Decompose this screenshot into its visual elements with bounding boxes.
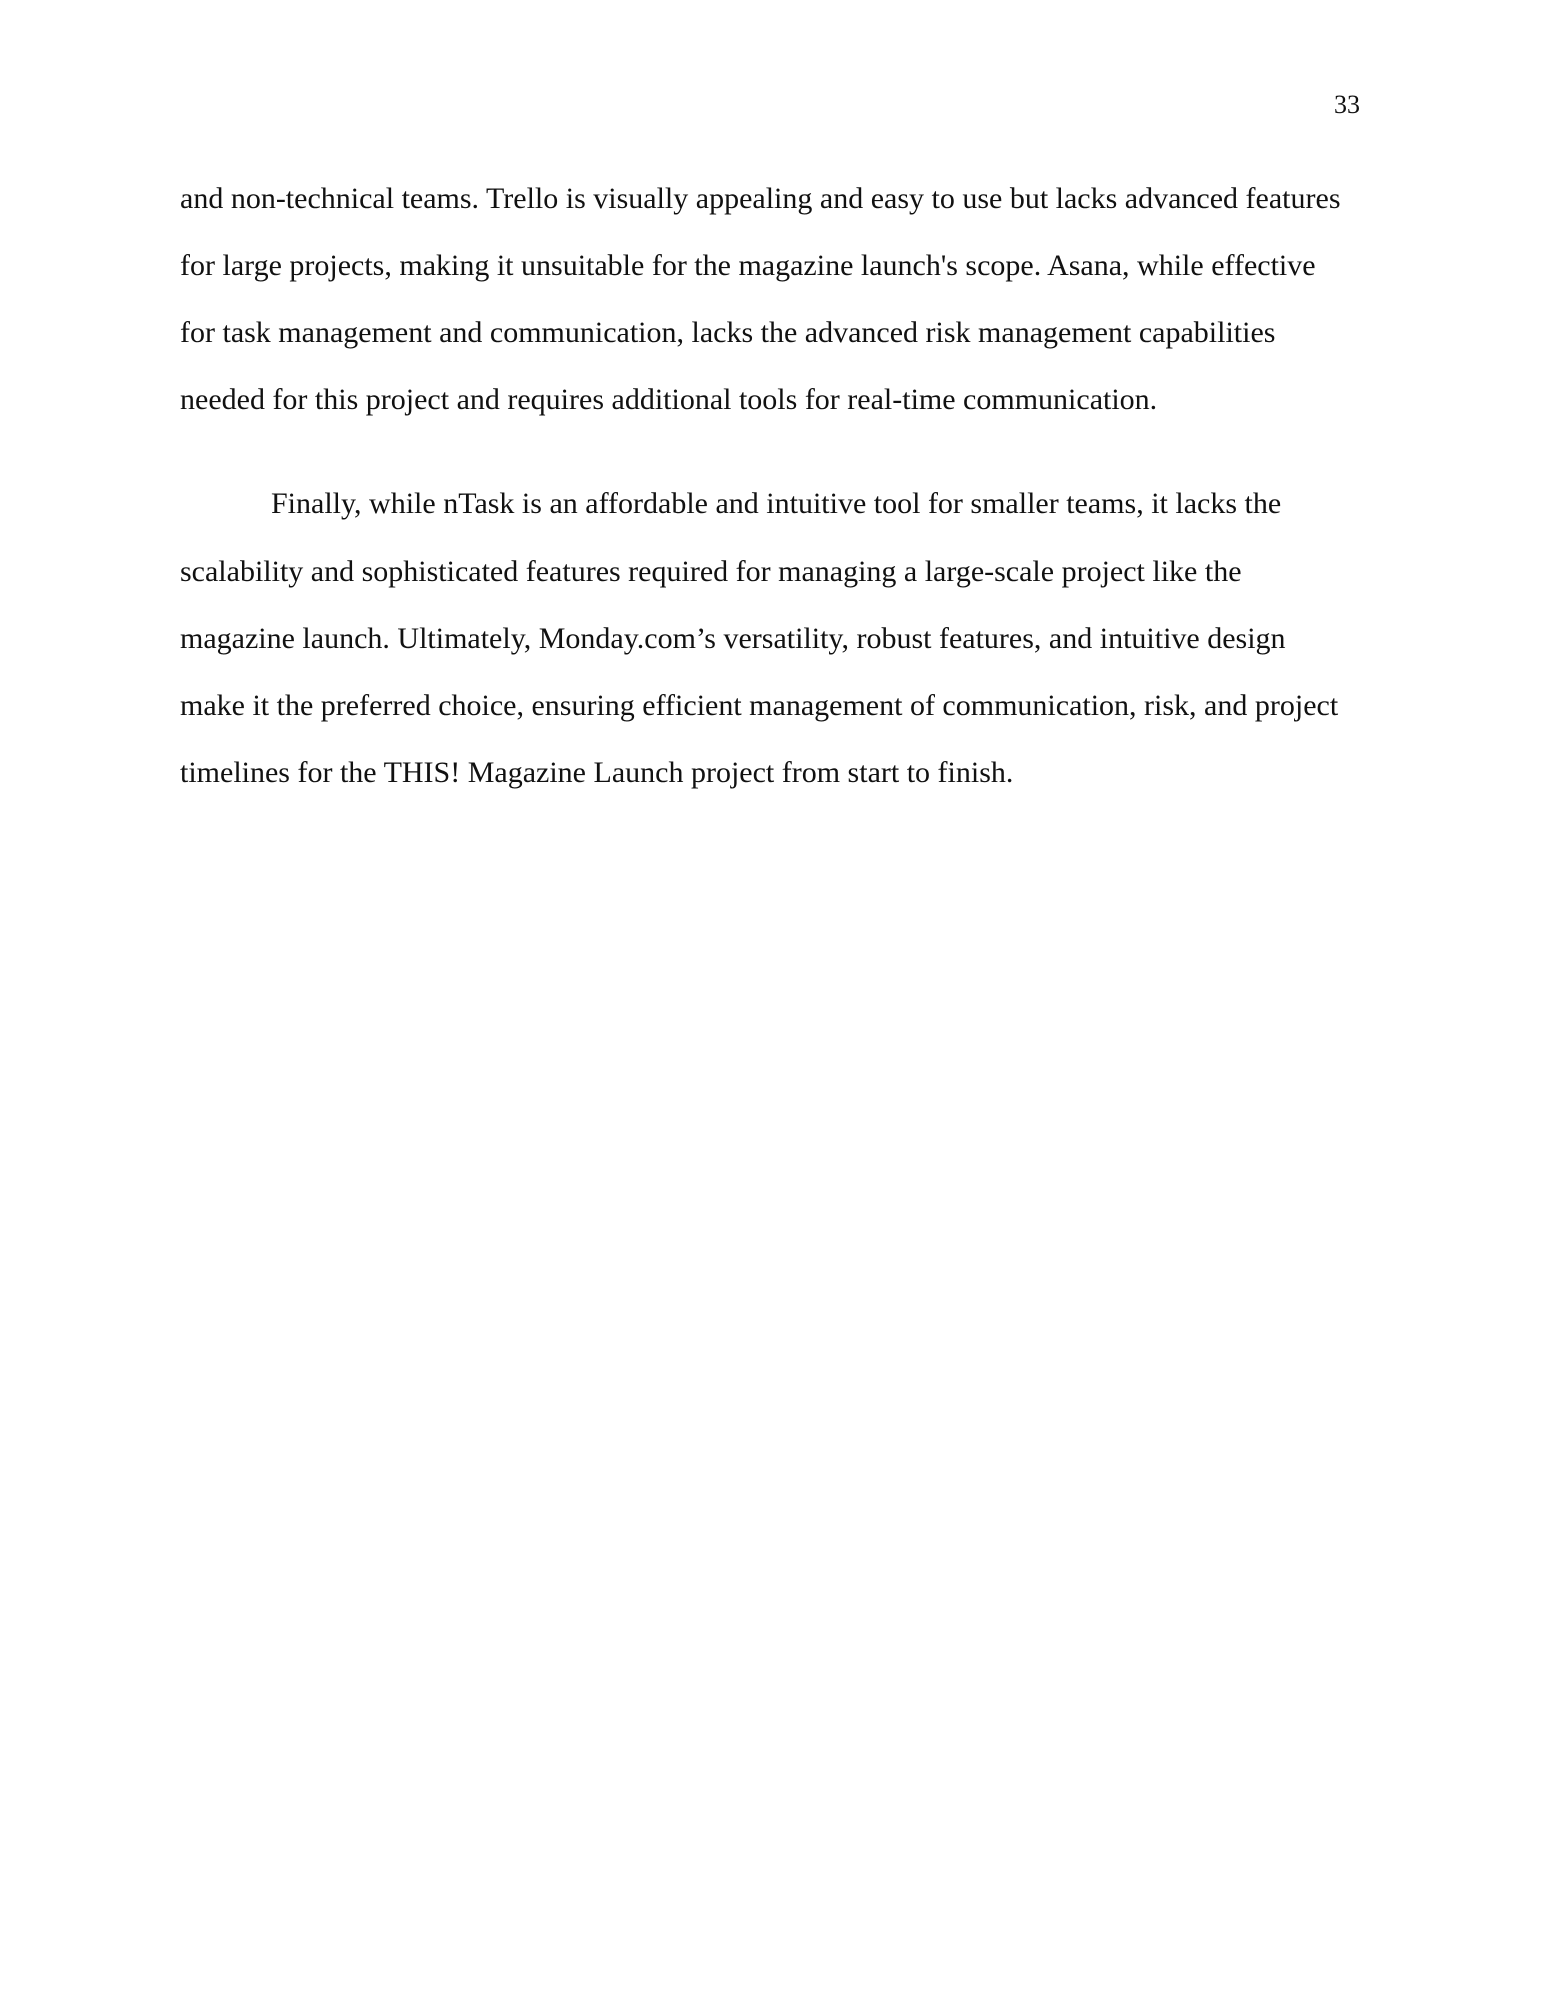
paragraph-line: magazine launch. Ultimately, Monday.com’s versatility, robust features, and intuitive design [180,622,1286,655]
paragraph-line: needed for this project and requires additional tools for real-time communication. [180,383,1158,416]
paragraph-line: make it the preferred choice, ensuring efficient management of communication, risk, and project [180,689,1339,722]
paragraph-line: timelines for the THIS! Magazine Launch project from start to finish. [180,756,1014,789]
paragraph-line: Finally, while nTask is an affordable and intuitive tool for smaller teams, it lacks the [271,487,1282,520]
paragraph-line: and non-technical teams. Trello is visually appealing and easy to use but lacks advanced features [180,182,1341,215]
paragraph-line: for task management and communication, lacks the advanced risk management capabilities [180,316,1276,349]
page-number: 33 [1334,90,1360,119]
paragraph-line: scalability and sophisticated features required for managing a large-scale project like the [180,555,1242,588]
paragraph-line: for large projects, making it unsuitable for the magazine launch's scope. Asana, while effective [180,249,1316,282]
